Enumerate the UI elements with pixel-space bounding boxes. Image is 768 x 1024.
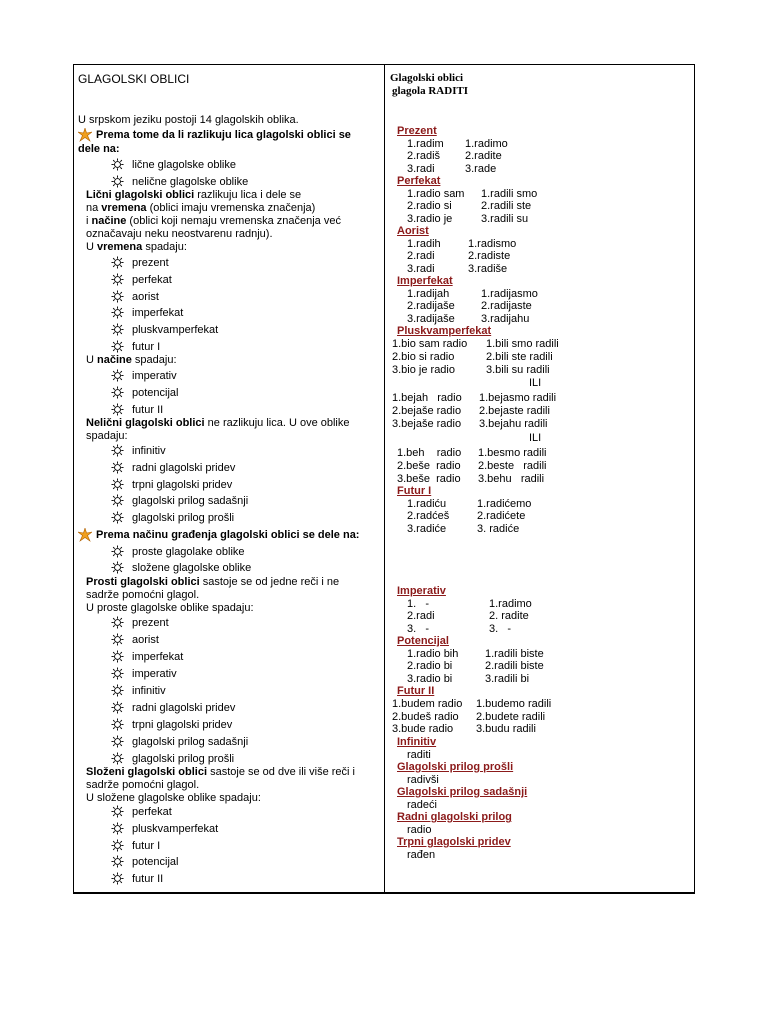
conjugation-cell: 1.radićemo (477, 498, 532, 510)
conjugation-cell: 1.radijah (407, 288, 450, 300)
list-item: infinitiv (132, 445, 166, 457)
conjugation-cell: 2.radili biste (485, 660, 544, 673)
conjugation-cell: 2.budeš radio (392, 710, 459, 723)
sun-icon (111, 386, 124, 399)
list-item: futur I (132, 839, 161, 852)
conjugation-cell: 3.bio je radio (392, 364, 455, 376)
conjugation-cell: 3.radiće (407, 522, 447, 535)
prosti-line: Prosti glagolski oblici sastoje se od jedne reči i ne (86, 576, 340, 588)
section1-heading-cont: dele na: (78, 143, 120, 155)
prosti-line-2: sadrže pomoćni glagol. (86, 589, 200, 601)
nacine-line-2: označavaju neku neostvarenu radnju). (86, 228, 273, 240)
list-item: imperfekat (132, 307, 184, 320)
licni-line: Lični glagolski oblici razlikuju lica i dele se (86, 189, 302, 201)
conjugation-cell: 2.radijaše (407, 300, 455, 313)
sun-icon (111, 735, 124, 748)
conjugation-cell: 2.radiste (468, 250, 511, 263)
conjugation-cell: 2.budete radili (476, 710, 546, 723)
sun-icon (111, 805, 124, 818)
conjugation-heading: Potencijal (397, 635, 449, 647)
prosti-line-3: U proste glagolske oblike spadaju: (86, 602, 254, 614)
u-vremena-line: U vremena spadaju: (86, 241, 187, 253)
list-item: imperfekat (132, 651, 184, 663)
conjugation-heading: Glagolski prilog sadašnji (397, 786, 528, 798)
conjugation-cell: 1.bejasmo radili (479, 392, 557, 404)
conjugation-cell: 3.rade (465, 162, 497, 175)
conjugation-heading: Infinitiv (397, 736, 437, 748)
conjugation-heading: Glagolski prilog prošli (397, 761, 514, 773)
conjugation-cell: 1.radih (407, 238, 441, 250)
conjugation-cell: 1.radim (407, 138, 444, 150)
conjugation-cell: 2.bio si radio (392, 351, 455, 363)
conjugation-heading: Imperativ (397, 585, 446, 597)
list-item: trpni glagolski pridev (132, 478, 233, 491)
conjugation-cell: 1.besmo radili (478, 447, 547, 459)
conjugation-cell: 3.bude radio (392, 723, 454, 735)
conjugation-cell: 2.radio si (407, 200, 452, 213)
conjugation-cell: 3. - (489, 622, 512, 635)
conjugation-cell: 1.radio bih (407, 648, 459, 660)
sun-icon (111, 403, 124, 416)
sun-icon (111, 545, 124, 558)
conjugation-cell: 2.radio bi (407, 660, 453, 673)
conjugation-heading: Trpni glagolski pridev (397, 836, 511, 848)
conjugation-cell: 3.radijaše (407, 312, 455, 325)
conjugation-cell: 2.bejaste radili (479, 405, 550, 417)
list-item: futur II (132, 403, 164, 416)
conjugation-cell: 3.radili bi (485, 672, 530, 685)
conjugation-heading: Pluskvamperfekat (397, 325, 492, 337)
conjugation-cell: 2.radi (407, 250, 435, 263)
vremena-line: na vremena (oblici imaju vremenska značenja) (86, 202, 316, 214)
intro-text: U srpskom jeziku postoji 14 glagolskih oblika. (78, 114, 299, 126)
list-item: glagolski prilog sadašnji (132, 495, 249, 508)
conjugation-cell: 3.beše radio (397, 473, 461, 485)
conjugation-cell: 3.radi (407, 162, 435, 175)
list-item: imperativ (132, 668, 177, 680)
conjugation-cell: 3.radiše (468, 262, 508, 275)
conjugation-cell: 1.bili smo radili (486, 338, 559, 350)
conjugation-cell: 1.radiću (407, 498, 447, 510)
conjugation-heading: Aorist (397, 225, 429, 237)
sun-icon (111, 273, 124, 286)
conjugation-cell: 3.bili su radili (486, 364, 550, 376)
sun-icon (111, 478, 124, 491)
conjugation-cell: 2.radite (465, 150, 502, 163)
conjugation-cell: 2.beše radio (397, 460, 461, 472)
conjugation-cell: 3.budu radili (476, 723, 536, 735)
conjugation-cell: 3. - (407, 622, 430, 635)
column-divider (384, 65, 385, 893)
list-item: perfekat (132, 806, 172, 818)
conjugation-cell: 2.bejaše radio (392, 405, 462, 417)
list-item: futur II (132, 873, 164, 886)
conjugation-cell: 1. - (407, 598, 430, 610)
conjugation-cell: 1.radili biste (485, 648, 544, 660)
conjugation-cell: 1.bio sam radio (392, 338, 468, 350)
conjugation-cell: 1.radismo (468, 238, 517, 250)
burst-icon (78, 128, 92, 142)
conjugation-cell: 1.radio sam (407, 188, 465, 200)
sun-icon (111, 158, 124, 171)
conjugation-cell: 3.radi (407, 262, 435, 275)
conjugation-cell: 2.radićete (477, 510, 526, 523)
ili-separator: ILI (529, 377, 542, 389)
list-item: proste glagolake oblike (132, 546, 245, 558)
list-item: glagolski prilog prošli (132, 512, 235, 525)
u-nacine-line: U načine spadaju: (86, 354, 177, 366)
left-title: GLAGOLSKI OBLICI (78, 72, 190, 86)
slozeni-line: Složeni glagolski oblici sastoje se od dve ili više reči i (86, 766, 355, 778)
list-item: potencijal (132, 386, 179, 399)
conjugation-value: raditi (407, 749, 431, 761)
list-item: futur I (132, 341, 161, 353)
sun-icon (111, 650, 124, 663)
list-item: aorist (132, 634, 159, 646)
sun-icon (111, 839, 124, 852)
list-item: prezent (132, 617, 169, 629)
conjugation-cell: 3.bejahu radili (479, 418, 548, 430)
conjugation-cell: 2.beste radili (478, 460, 547, 472)
conjugation-cell: 3. radiće (477, 522, 520, 535)
conjugation-heading: Prezent (397, 125, 437, 137)
list-item: složene glagolske oblike (132, 562, 252, 574)
right-title-line1: Glagolski oblici (390, 72, 464, 84)
conjugation-cell: 1.budemo radili (476, 698, 552, 710)
sun-icon (111, 872, 124, 885)
sun-icon (111, 752, 124, 765)
list-item: infinitiv (132, 685, 166, 697)
table-bottom-border (74, 892, 694, 893)
list-item: trpni glagolski pridev (132, 719, 233, 731)
nelicni-line-2: spadaju: (86, 430, 128, 442)
conjugation-cell: 2.radili ste (481, 200, 532, 213)
conjugation-cell: 2.radćeš (407, 510, 450, 523)
conjugation-cell: 2. radite (489, 610, 529, 623)
conjugation-cell: 1.beh radio (397, 447, 462, 459)
sun-icon (111, 718, 124, 731)
sun-icon (111, 494, 124, 507)
conjugation-value: rađen (407, 849, 436, 861)
list-item: prezent (132, 257, 169, 269)
sun-icon (111, 175, 124, 188)
sun-icon (111, 461, 124, 474)
conjugation-cell: 1.radimo (489, 598, 532, 610)
sun-icon (111, 616, 124, 629)
sun-icon (111, 633, 124, 646)
list-item: imperativ (132, 370, 177, 382)
list-item: aorist (132, 290, 159, 303)
ili-separator: ILI (529, 432, 542, 444)
conjugation-cell: 1.bejah radio (392, 392, 462, 404)
conjugation-cell: 3.radijahu (481, 312, 530, 325)
conjugation-cell: 2.radijaste (481, 300, 532, 313)
sun-icon (111, 323, 124, 336)
conjugation-heading: Imperfekat (397, 275, 453, 287)
list-item: pluskvamperfekat (132, 324, 219, 337)
conjugation-cell: 3.radili su (481, 212, 529, 225)
sun-icon (111, 444, 124, 457)
conjugation-cell: 3.radio je (407, 212, 453, 225)
section1-heading: Prema tome da li razlikuju lica glagolski oblici se (96, 129, 351, 141)
sun-icon (111, 684, 124, 697)
conjugation-heading: Futur II (397, 685, 435, 697)
list-item: glagolski prilog prošli (132, 753, 235, 765)
document-table (73, 64, 695, 894)
conjugation-cell: 1.radijasmo (481, 288, 538, 300)
conjugation-value: radeći (407, 799, 437, 811)
sun-icon (111, 667, 124, 680)
slozeni-line-3: U složene glagolske oblike spadaju: (86, 792, 261, 804)
conjugation-cell: 1.radili smo (481, 188, 538, 200)
sun-icon (111, 256, 124, 269)
list-item: potencijal (132, 856, 179, 869)
section2-heading: Prema načinu građenja glagolski oblici se dele na: (96, 529, 360, 541)
conjugation-cell: 3.bejaše radio (392, 418, 462, 430)
list-item: radni glagolski pridev (132, 702, 236, 714)
sun-icon (111, 822, 124, 835)
conjugation-cell: 1.radimo (465, 138, 508, 150)
list-item: pluskvamperfekat (132, 822, 219, 835)
conjugation-cell: 1.budem radio (392, 698, 463, 710)
conjugation-cell: 2.bili ste radili (486, 351, 553, 363)
list-item: glagolski prilog sadašnji (132, 736, 249, 748)
conjugation-value: radivši (407, 774, 439, 786)
list-item: lične glagolske oblike (132, 159, 236, 171)
sun-icon (111, 855, 124, 868)
sun-icon (111, 369, 124, 382)
list-item: nelične glagolske oblike (132, 176, 249, 188)
nacine-line: i načine (oblici koji nemaju vremenska značenja već (86, 215, 341, 227)
list-item: perfekat (132, 273, 172, 286)
conjugation-cell: 3.behu radili (478, 473, 545, 485)
right-title-line2: glagola RADITI (392, 85, 469, 97)
conjugation-heading: Radni glagolski prilog (397, 811, 512, 823)
conjugation-cell: 2.radiš (407, 150, 441, 163)
sun-icon (111, 511, 124, 524)
conjugation-heading: Perfekat (397, 175, 441, 187)
sun-icon (111, 340, 124, 353)
conjugation-cell: 3.radio bi (407, 672, 453, 685)
sun-icon (111, 561, 124, 574)
sun-icon (111, 290, 124, 303)
list-item: radni glagolski pridev (132, 461, 236, 474)
burst-icon (78, 528, 92, 542)
nelicni-line: Nelični glagolski oblici ne razlikuju lica. U ove oblike (86, 417, 350, 429)
conjugation-heading: Futur I (397, 485, 432, 497)
slozeni-line-2: sadrže pomoćni glagol. (86, 779, 200, 791)
sun-icon (111, 701, 124, 714)
conjugation-value: radio (407, 824, 432, 836)
sun-icon (111, 306, 124, 319)
conjugation-cell: 2.radi (407, 610, 435, 623)
